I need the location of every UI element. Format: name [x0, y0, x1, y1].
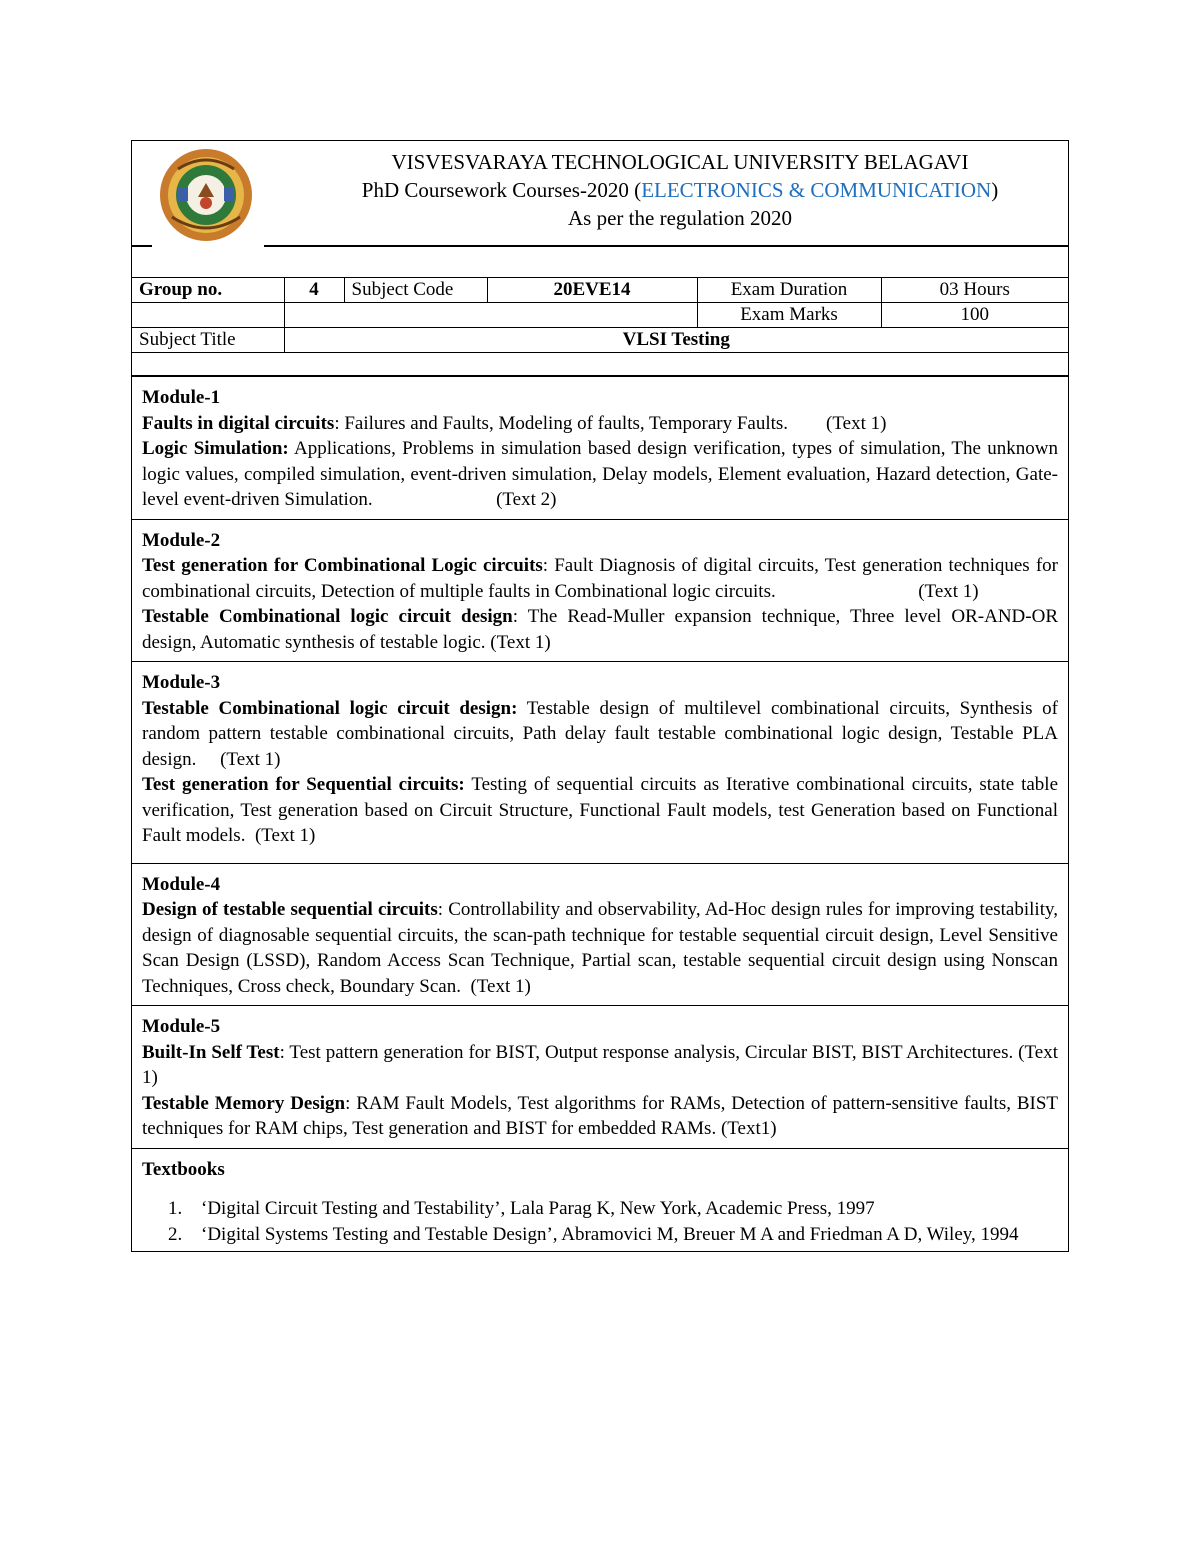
module-title: Module-5 — [142, 1016, 221, 1037]
textbooks-title: Textbooks — [142, 1158, 225, 1180]
module-title: Module-2 — [142, 529, 221, 551]
header-text — [292, 148, 1068, 232]
group-value: 4 — [284, 278, 344, 303]
topic-heading: Faults in digital circuits — [142, 412, 335, 434]
module-title: Module-4 — [142, 873, 221, 895]
university-name: VISVESVARAYA TECHNOLOGICAL UNIVERSITY BELAGAVI — [391, 150, 969, 174]
coursework-prefix: PhD Coursework Courses-2020 ( — [361, 178, 642, 202]
empty-cell — [132, 353, 1068, 376]
exam-duration-label: Exam Duration — [697, 278, 881, 303]
topic-heading: Testable Memory Design — [142, 1092, 346, 1114]
topic-content: Applications, Problems in simulation based design verification, types of simulation, The unknown logic values, compiled simulation, event-driven simulation, Delay models, Element evaluation, Hazard detection, Gate-level event-driven Simulation. (Text 2) — [142, 438, 1063, 510]
header — [132, 141, 1068, 246]
textbooks-list — [142, 1196, 1058, 1247]
subject-code-label: Subject Code — [344, 278, 487, 303]
module-paragraph — [142, 436, 1063, 513]
module-paragraph — [142, 604, 1063, 655]
module-section — [132, 863, 1068, 1006]
table-row — [132, 303, 1068, 328]
topic-heading: Test generation for Combinational Logic circuits — [142, 555, 543, 576]
header-divider-gap — [152, 241, 264, 249]
exam-marks-value: 100 — [881, 303, 1068, 328]
empty-cell — [284, 303, 697, 328]
table-row — [132, 328, 1068, 353]
table-row — [132, 353, 1068, 376]
topic-heading: Design of testable sequential circuits — [142, 899, 438, 920]
module-section — [132, 519, 1068, 662]
group-label: Group no. — [132, 278, 284, 303]
module-title: Module-3 — [142, 672, 221, 693]
topic-content: : The Read-Muller expansion technique, Three level OR-AND-OR design, Automatic synthesis of testable logic. (Text 1) — [142, 606, 1063, 653]
topic-heading: Testable Combinational logic circuit design — [142, 606, 513, 627]
empty-cell — [132, 303, 284, 328]
subject-title-value: VLSI Testing — [284, 328, 1068, 353]
modules-container — [132, 376, 1068, 1148]
coursework-line — [292, 176, 1068, 204]
textbooks-section — [132, 1148, 1068, 1252]
topic-content: : RAM Fault Models, Test algorithms for RAMs, Detection of pattern-sensitive faults, BIST techniques for RAM chips, Test generation and BIST for embedded RAMs. (Text1) — [142, 1092, 1063, 1139]
topic-heading: Testable Combinational logic circuit design: — [142, 697, 518, 719]
department-name: ELECTRONICS & COMMUNICATION — [641, 178, 992, 202]
regulation-line: As per the regulation 2020 — [568, 206, 792, 230]
module-paragraph — [142, 897, 1063, 999]
topic-content: Testing of sequential circuits as Iterative combinational circuits, state table verification, Test generation based on Circuit Structure, Functional Fault models, test Generation based on Functional Fault models. (Text 1) — [142, 774, 1063, 846]
module-paragraph — [142, 696, 1063, 773]
topic-content: : Controllability and observability, Ad-Hoc design rules for improving testability, design of diagnosable sequential circuits, the scan-path technique for testable sequential circuit design, Level Sensitive Scan Design (LSSD), Random Access Scan Technique, Partial scan, testable sequential circuit design using Nonscan Techniques, Cross check, Boundary Scan. (Text 1) — [142, 899, 1063, 997]
coursework-suffix: ) — [991, 178, 999, 202]
module-paragraph — [142, 411, 1058, 437]
header-divider — [132, 245, 1068, 246]
topic-heading: Built-In Self Test — [142, 1041, 280, 1063]
module-section — [132, 376, 1068, 519]
module-paragraph — [142, 553, 1063, 604]
module-paragraph — [142, 1040, 1063, 1091]
exam-duration-value: 03 Hours — [881, 278, 1068, 303]
topic-content: Testable design of multilevel combinational circuits, Synthesis of random pattern testable combinational circuits, Path delay fault testable combinational logic design, Testable PLA design. (Text 1) — [142, 697, 1063, 770]
table-row — [132, 278, 1068, 303]
topic-content: : Fault Diagnosis of digital circuits, Test generation techniques for combinational circuits, Detection of multiple faults in Combinational logic circuits. (Text 1) — [142, 555, 1063, 602]
topic-content: : Test pattern generation for BIST, Output response analysis, Circular BIST, BIST Architectures. (Text 1) — [142, 1041, 1063, 1088]
list-item: 1. ‘Digital Circuit Testing and Testability’, Lala Parag K, New York, Academic Press, 1997 — [187, 1196, 1058, 1222]
topic-heading: Logic Simulation: — [142, 438, 289, 459]
module-section — [132, 1005, 1068, 1148]
subject-info-table — [132, 277, 1068, 376]
syllabus-frame — [131, 140, 1069, 1252]
module-title: Module-1 — [142, 387, 221, 408]
module-paragraph — [142, 1091, 1063, 1142]
subject-code-value: 20EVE14 — [487, 278, 697, 303]
list-item: 2. ‘Digital Systems Testing and Testable Design’, Abramovici M, Breuer M A and Friedman A D, Wiley, 1994 — [187, 1222, 1058, 1248]
module-paragraph — [142, 772, 1063, 849]
exam-marks-label: Exam Marks — [697, 303, 881, 328]
blank-row — [132, 246, 1068, 277]
subject-title-label: Subject Title — [132, 328, 284, 353]
topic-heading: Test generation for Sequential circuits: — [142, 774, 465, 795]
spacer — [142, 849, 1058, 857]
topic-content: : Failures and Faults, Modeling of faults, Temporary Faults. (Text 1) — [334, 412, 887, 434]
university-logo — [158, 147, 254, 243]
module-section — [132, 661, 1068, 863]
